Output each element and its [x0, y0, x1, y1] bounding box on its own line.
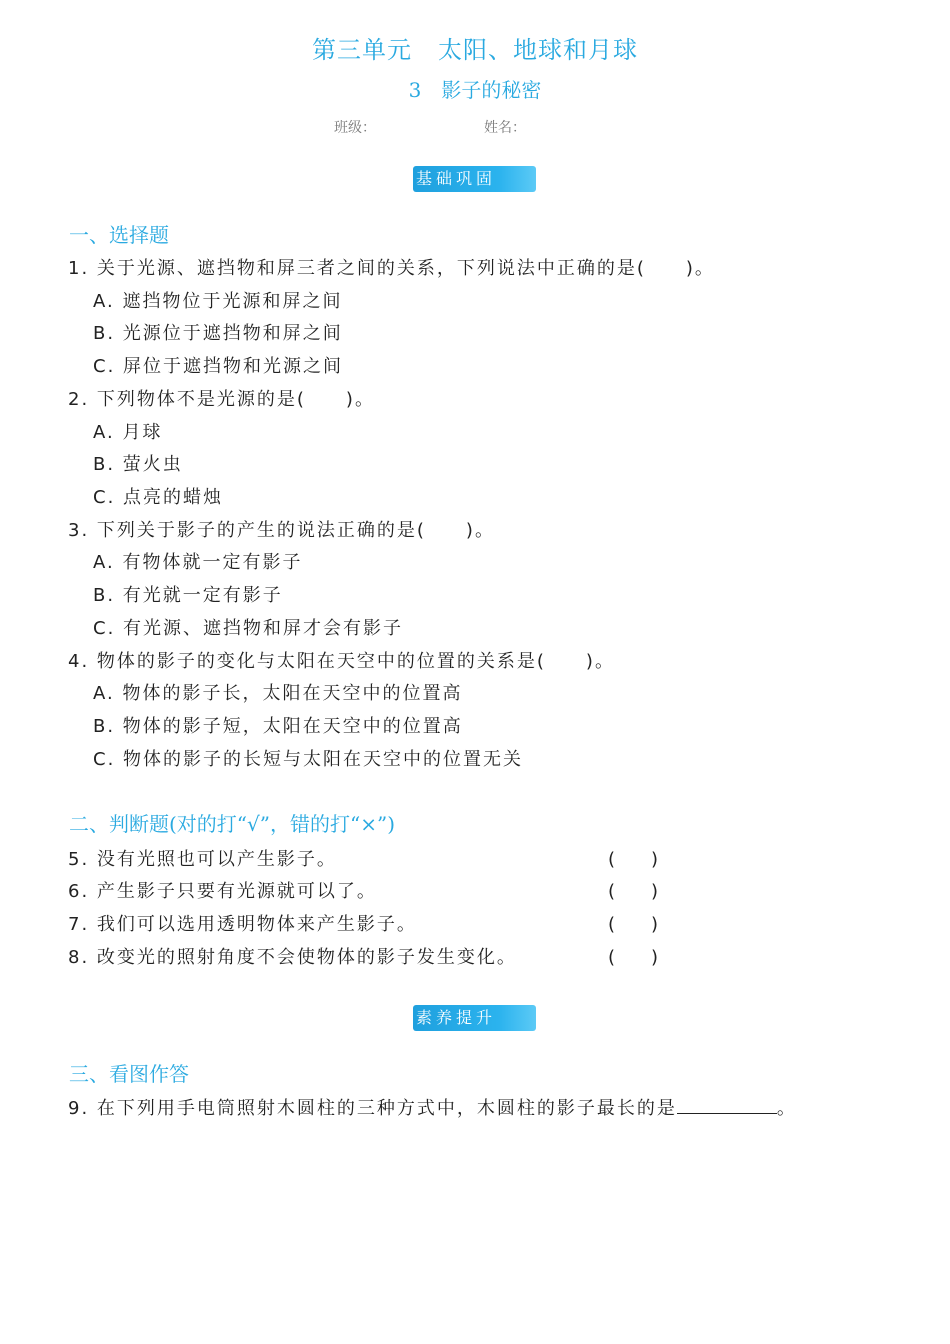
banner-basic: 基础巩固: [413, 166, 536, 192]
question-1-option-c: C. 屏位于遮挡物和光源之间: [93, 356, 344, 377]
question-1-option-a: A. 遮挡物位于光源和屏之间: [93, 291, 343, 312]
lesson-number: 3: [408, 78, 422, 102]
question-3-option-a: A. 有物体就一定有影子: [93, 552, 303, 573]
section-2-title: 二、判断题(对的打“√”，错的打“×”): [69, 812, 396, 836]
question-2-option-b: B. 萤火虫: [93, 454, 183, 475]
question-3: 3. 下列关于影子的产生的说法正确的是( )。: [68, 520, 495, 541]
true-false-6: 6. 产生影子只要有光源就可以了。: [68, 881, 377, 902]
question-9-end: 。: [776, 1098, 797, 1119]
lesson-title-text: 影子的秘密: [441, 78, 542, 102]
question-4-option-b: B. 物体的影子短，太阳在天空中的位置高: [93, 716, 463, 737]
question-3-option-b: B. 有光就一定有影子: [93, 585, 283, 606]
question-9-text: 9. 在下列用手电筒照射木圆柱的三种方式中，木圆柱的影子最长的是: [68, 1098, 677, 1119]
true-false-5: 5. 没有光照也可以产生影子。: [68, 849, 337, 870]
question-1-option-b: B. 光源位于遮挡物和屏之间: [93, 323, 343, 344]
class-label: 班级：: [334, 120, 376, 136]
section-1-title: 一、选择题: [69, 223, 169, 247]
name-label: 姓名：: [484, 120, 526, 136]
lesson-title: [0, 74, 950, 103]
unit-title: [0, 30, 950, 65]
question-2-option-c: C. 点亮的蜡烛: [93, 487, 224, 508]
answer-bracket-6: ( ): [608, 881, 659, 902]
question-3-option-c: C. 有光源、遮挡物和屏才会有影子: [93, 618, 404, 639]
question-2-option-a: A. 月球: [93, 422, 163, 443]
true-false-8: 8. 改变光的照射角度不会使物体的影子发生变化。: [68, 947, 517, 968]
banner-advanced: 素养提升: [413, 1005, 536, 1031]
question-4-option-c: C. 物体的影子的长短与太阳在天空中的位置无关: [93, 749, 524, 770]
question-1: 1. 关于光源、遮挡物和屏三者之间的关系，下列说法中正确的是( )。: [68, 258, 715, 279]
answer-blank[interactable]: [677, 1095, 777, 1114]
question-4: 4. 物体的影子的变化与太阳在天空中的位置的关系是( )。: [68, 651, 615, 672]
answer-bracket-5: ( ): [608, 849, 659, 870]
section-3-title: 三、看图作答: [69, 1062, 189, 1086]
question-9: [68, 1094, 797, 1120]
question-2: 2. 下列物体不是光源的是( )。: [68, 389, 375, 410]
unit-title-text: 太阳、地球和月球: [438, 36, 638, 64]
unit-label: 第三单元: [312, 36, 412, 64]
true-false-7: 7. 我们可以选用透明物体来产生影子。: [68, 914, 417, 935]
answer-bracket-7: ( ): [608, 914, 659, 935]
answer-bracket-8: ( ): [608, 947, 659, 968]
question-4-option-a: A. 物体的影子长，太阳在天空中的位置高: [93, 683, 463, 704]
